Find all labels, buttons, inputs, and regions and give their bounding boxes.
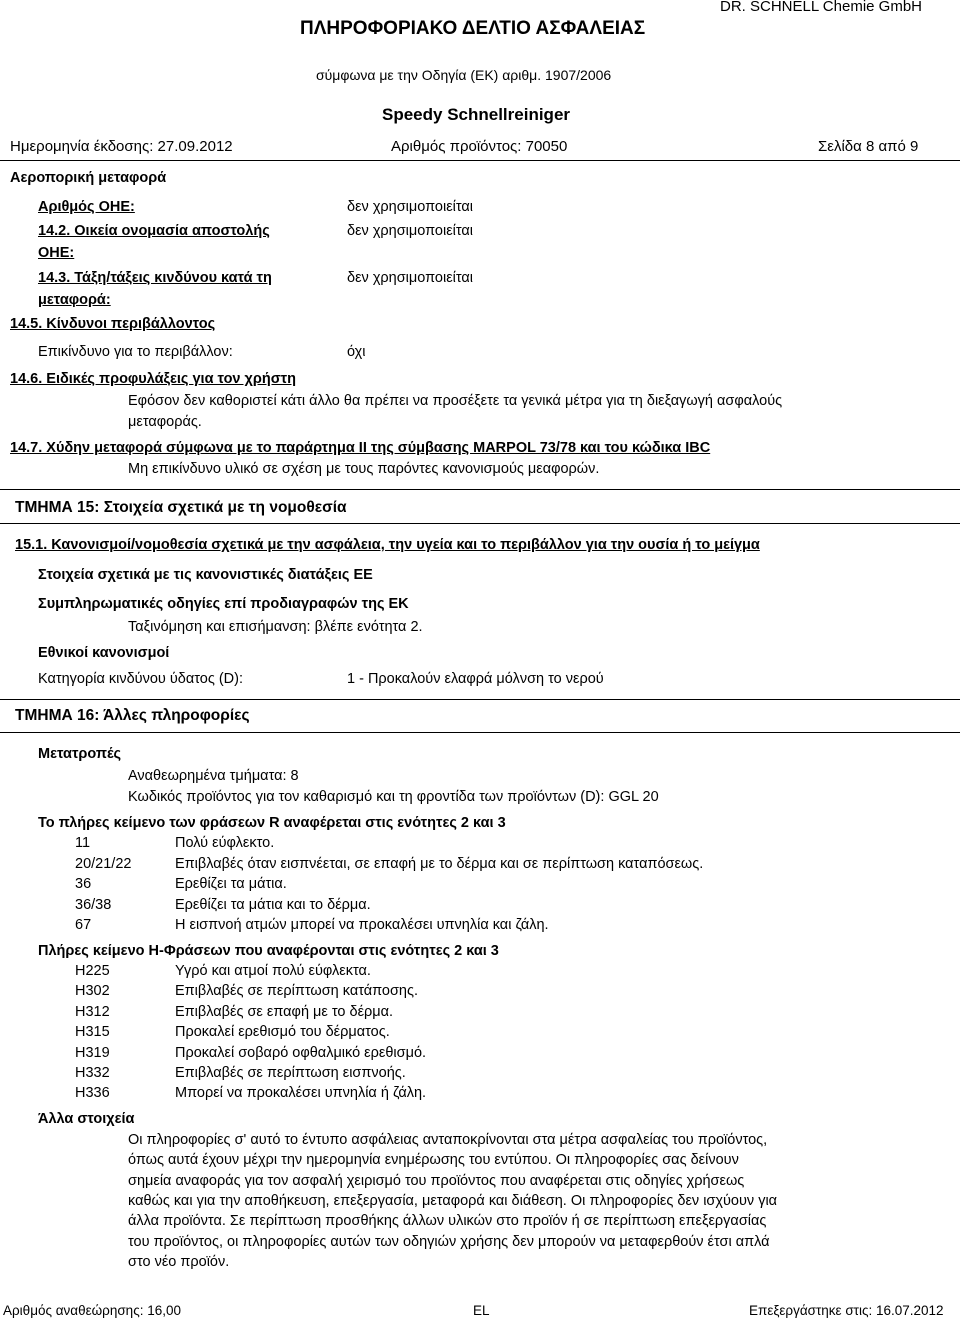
national-regulations-heading: Εθνικοί κανονισμοί (38, 645, 170, 661)
section-divider (0, 523, 960, 524)
product-number: Αριθμός προϊόντος: 70050 (391, 138, 568, 155)
env-hazard-label: Επικίνδυνο για το περιβάλλον: (38, 344, 233, 360)
h-phrase-code: H312 (75, 1003, 110, 1020)
r-phrases-heading: Το πλήρες κείμενο των φράσεων R αναφέρεται στις ενότητες 2 και 3 (38, 815, 506, 831)
product-name: Speedy Schnellreiniger (382, 105, 571, 124)
un-number-value: δεν χρησιμοποιείται (347, 199, 474, 215)
h-phrase-text: Επιβλαβές σε περίπτωση κατάποσης. (175, 983, 418, 1000)
water-hazard-value: 1 - Προκαλούν ελαφρά μόλνση το νερού (347, 671, 604, 687)
h-phrase-code: H332 (75, 1065, 110, 1081)
h-phrase-text: Μπορεί να προκαλέσει υπνηλία ή ζάλη. (175, 1085, 427, 1102)
h-phrase-text: Επιβλαβές σε επαφή με το δέρμα. (175, 1003, 394, 1020)
regulation-note: σύμφωνα με την Οδηγία (ΕΚ) αριθμ. 1907/2006 (316, 67, 612, 83)
header-divider (0, 160, 960, 161)
h-phrase-code: H336 (75, 1085, 110, 1102)
section-divider (0, 489, 960, 490)
r-phrase-code: 67 (75, 917, 92, 933)
r-phrase-code: 20/21/22 (75, 855, 132, 872)
user-precautions-text-line1: Εφόσον δεν καθοριστεί κάτι άλλο θα πρέπει να προσέξετε τα γενικά μέτρα για τη διεξαγωγή ασφαλούς (128, 393, 783, 409)
r-phrase-code: 36/38 (75, 896, 112, 913)
r-phrase-code: 36 (75, 876, 92, 892)
document-title: ΠΛΗΡΟΦΟΡΙΑΚΟ ΔΕΛΤΙΟ ΑΣΦΑΛΕΙΑΣ (300, 18, 646, 39)
eu-regulations-heading: Στοιχεία σχετικά με τις κανονιστικές διατάξεις ΕΕ (38, 567, 373, 583)
section-divider (0, 732, 960, 733)
section-divider (0, 699, 960, 700)
language-code: EL (473, 1303, 490, 1318)
other-info-line: καθώς και για την αποθήκευση, επεξεργασία, μεταφορά και διάθεση. Οι πληροφορίες δεν ισχύουν για (128, 1192, 778, 1209)
other-info-line: σημεία αναφοράς για τον ασφαλή χειρισμό του προϊόντος που αναφέρεται στις οδηγίες χρήσεως (128, 1172, 745, 1189)
air-transport-heading: Αεροπορική μεταφορά (10, 170, 167, 186)
other-info-line: στο νέο προϊόν. (128, 1253, 230, 1270)
classification-text: Ταξινόμηση και επισήμανση: βλέπε ενότητα 2. (128, 619, 423, 635)
changes-heading: Μετατροπές (38, 746, 122, 762)
marpol-text: Μη επικίνδυνο υλικό σε σχέση με τους παρόντες κανονισμούς μεαφορών. (128, 461, 600, 477)
water-hazard-label: Κατηγορία κινδύνου ύδατος (D): (38, 671, 244, 687)
hazard-class-value: δεν χρησιμοποιείται (347, 270, 474, 286)
user-precautions-heading: 14.6. Ειδικές προφυλάξεις για τον χρήστη (10, 371, 296, 387)
section-15-heading: ΤΜΗΜΑ 15: Στοιχεία σχετικά με τη νομοθεσία (15, 499, 347, 516)
other-info-line: Οι πληροφορίες σ' αυτό το έντυπο ασφάλειας ανταποκρίνονται στα μέτρα ασφαλείας του προϊόντος, (128, 1132, 768, 1148)
supplementary-heading: Συμπληρωματικές οδηγίες επί προδιαγραφών της ΕΚ (38, 596, 409, 612)
processed-date: Επεξεργάστηκε στις: 16.07.2012 (749, 1303, 944, 1318)
page-number: Σελίδα 8 από 9 (818, 138, 919, 155)
r-phrase-text: Ερεθίζει τα μάτια. (175, 876, 287, 892)
hazard-class-label-line2: μεταφορά: (38, 292, 111, 308)
other-info-line: του προϊόντος, οι πληροφορίες αυτών των οδηγιών χρήσης δεν μπορούν να μεταφερθούν έτσι απλά (128, 1233, 770, 1250)
h-phrase-text: Επιβλαβές σε περίπτωση εισπνοής. (175, 1065, 406, 1081)
h-phrase-code: H302 (75, 983, 110, 1000)
other-info-line: όπως αυτά έχουν μέχρι την ημερομηνία ενημέρωσης του εντύπου. Οι πληροφορίες σας δείνουν (128, 1152, 739, 1169)
shipping-name-label-line1: 14.2. Οικεία ονομασία αποστολής (38, 223, 270, 239)
env-hazard-value: όχι (347, 344, 366, 360)
r-phrase-text: Πολύ εύφλεκτο. (175, 835, 275, 851)
h-phrase-text: Προκαλεί σοβαρό οφθαλμικό ερεθισμό. (175, 1044, 427, 1061)
h-phrase-code: H225 (75, 963, 110, 979)
issue-date: Ημερομηνία έκδοσης: 27.09.2012 (10, 138, 233, 155)
regulations-subheading: 15.1. Κανονισμοί/νομοθεσία σχετικά με την ασφάλεια, την υγεία και το περιβάλλον για την ουσία ή το μείγμα (15, 537, 760, 553)
revised-sections: Αναθεωρημένα τμήματα: 8 (128, 768, 299, 784)
r-phrase-code: 11 (75, 835, 91, 851)
env-hazards-heading: 14.5. Κίνδυνοι περιβάλλοντος (10, 316, 216, 332)
section-16-heading: ΤΜΗΜΑ 16: Άλλες πληροφορίες (15, 707, 250, 724)
other-info-line: άλλα προϊόντα. Σε περίπτωση προσθήκης άλλων υλικών στο προϊόν ή σε περίπτωση επεξεργασίας (128, 1213, 767, 1230)
revision-number: Αριθμός αναθεώρησης: 16,00 (3, 1303, 181, 1318)
h-phrase-text: Προκαλεί ερεθισμό του δέρματος. (175, 1024, 390, 1041)
h-phrase-text: Υγρό και ατμοί πολύ εύφλεκτα. (175, 963, 371, 979)
company-name: DR. SCHNELL Chemie GmbH (720, 0, 922, 15)
other-info-heading: Άλλα στοιχεία (38, 1111, 135, 1127)
h-phrases-heading: Πλήρες κείμενο Η-Φράσεων που αναφέρονται στις ενότητες 2 και 3 (38, 943, 499, 959)
marpol-heading: 14.7. Χύδην μεταφορά σύμφωνα με το παράρτημα II της σύμβασης MARPOL 73/78 και του κώδικα IBC (10, 440, 711, 456)
r-phrase-text: Η εισπνοή ατμών μπορεί να προκαλέσει υπνηλία και ζάλη. (175, 917, 549, 933)
h-phrase-code: H315 (75, 1024, 110, 1041)
product-code: Κωδικός προϊόντος για τον καθαρισμό και τη φροντίδα των προϊόντων (D): GGL 20 (128, 789, 659, 805)
shipping-name-label-line2: ΟΗΕ: (38, 245, 75, 261)
hazard-class-label-line1: 14.3. Τάξη/τάξεις κινδύνου κατά τη (38, 270, 272, 286)
user-precautions-text-line2: μεταφοράς. (128, 414, 202, 430)
un-number-label: Αριθμός ΟΗΕ: (38, 199, 135, 215)
r-phrase-text: Ερεθίζει τα μάτια και το δέρμα. (175, 896, 371, 913)
h-phrase-code: H319 (75, 1044, 110, 1061)
shipping-name-value: δεν χρησιμοποιείται (347, 223, 474, 239)
r-phrase-text: Επιβλαβές όταν εισπνέεται, σε επαφή με το δέρμα και σε περίπτωση καταπόσεως. (175, 855, 704, 872)
